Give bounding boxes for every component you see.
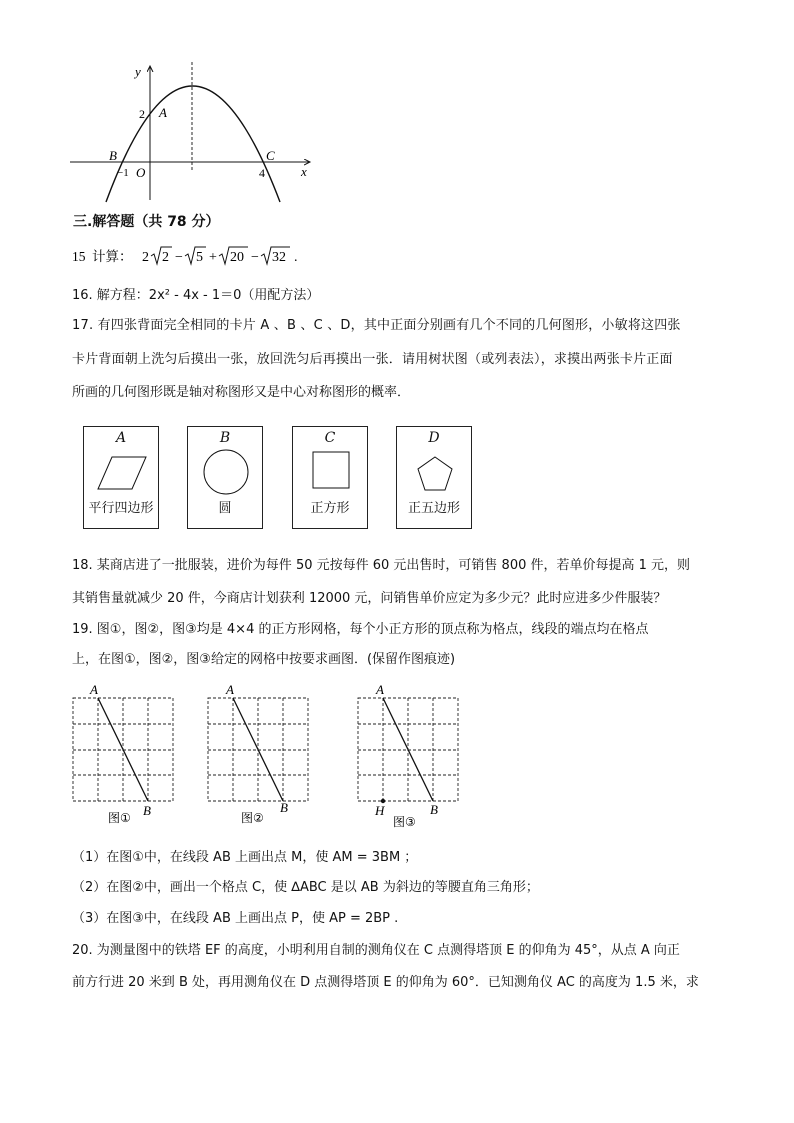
question-17-line-1: 17. 有四张背面完全相同的卡片 A 、B 、C 、D，其中正面分别画有几个不同的几何图形，小敏将这四张 (72, 318, 681, 333)
question-20-line-1: 20. 为测量图中的铁塔 EF 的高度，小明利用自制的测角仪在 C 点测得塔顶 E 的仰角为 45°，从点 A 向正 (72, 943, 680, 958)
q15-radicand-2: 5 (196, 250, 203, 265)
card-b (187, 426, 263, 529)
grid-figure-2 (199, 682, 319, 830)
point-label-a: A (159, 105, 167, 120)
card-label: 正方形 (310, 501, 350, 516)
parallelogram-icon (96, 453, 148, 493)
question-19-sub-2: （2）在图②中，画出一个格点 C，使 ∆ABC 是以 AB 为斜边的等腰直角三角形； (72, 880, 539, 895)
circle-icon (201, 447, 251, 497)
tick-label-neg1: −1 (117, 167, 129, 179)
parabola-curve (106, 86, 280, 202)
parabola-graph (66, 60, 326, 205)
square-icon (311, 450, 351, 490)
question-19-line-1: 19. 图①，图②，图③均是 4×4 的正方形网格，每个小正方形的顶点称为格点，线段的端点均在格点 (72, 622, 649, 637)
figure-caption: 图② (241, 811, 264, 825)
question-18-line-1: 18. 某商店进了一批服装，进价为每件 50 元按每件 60 元出售时，可销售 800 件，若单价每提高 1 元，则 (72, 558, 691, 573)
point-label-c: C (266, 148, 275, 163)
q15-end: . (294, 250, 298, 265)
grid-figure-1 (64, 682, 184, 830)
point-label-b: B (143, 803, 151, 818)
q15-op-2: + (209, 250, 217, 265)
figure-caption: 图① (108, 811, 131, 825)
point-label-b: B (430, 802, 438, 817)
pentagon-icon (415, 454, 455, 494)
card-letter: A (115, 430, 127, 446)
point-label-a: A (226, 682, 234, 697)
point-label-h: H (375, 803, 385, 818)
tick-label-2: 2 (139, 107, 145, 121)
question-17-line-2: 卡片背面朝上洗匀后摸出一张，放回洗匀后再摸出一张．请用树状图（或列表法），求摸出两张卡片正面 (72, 352, 673, 367)
q15-prefix: 计算： (92, 249, 133, 265)
q15-op-3: − (251, 250, 259, 265)
question-19-line-2: 上，在图①，图②，图③给定的网格中按要求画图．(保留作图痕迹) (72, 652, 456, 667)
question-18-line-2: 其销售量就减少 20 件，今商店计划获利 12000 元，问销售单价应定为多少元？此时应进多少件服装？ (72, 591, 667, 606)
question-16: 16. 解方程：2x² - 4x - 1＝0（用配方法） (72, 288, 320, 303)
card-d (396, 426, 472, 529)
q15-coefficient: 2 (142, 250, 149, 265)
y-axis-label: y (135, 64, 141, 79)
card-letter: C (324, 430, 336, 446)
card-a (83, 426, 159, 529)
point-label-b: B (109, 148, 117, 163)
point-label-a: A (376, 682, 384, 697)
card-letter: B (219, 430, 231, 446)
q15-number: 15 (72, 249, 86, 264)
grid-figure-3 (349, 682, 469, 830)
question-17-line-3: 所画的几何图形既是轴对称图形又是中心对称图形的概率． (72, 385, 411, 400)
origin-label: O (136, 165, 146, 180)
q15-radicand-1: 2 (162, 250, 169, 265)
figure-caption: 图③ (393, 815, 416, 829)
card-letter: D (428, 430, 440, 446)
q15-op-1: − (175, 250, 183, 265)
q15-radicand-3: 20 (230, 250, 244, 265)
point-label-b: B (280, 800, 288, 815)
card-label: 正五边形 (407, 501, 460, 516)
card-label: 平行四边形 (88, 501, 154, 516)
question-19-sub-1: （1）在图①中，在线段 AB 上画出点 M，使 AM = 3BM ； (72, 850, 418, 865)
question-15 (72, 244, 332, 270)
q15-radicand-4: 32 (272, 250, 286, 265)
point-label-a: A (90, 682, 98, 697)
section-title: 三.解答题（共 78 分） (73, 214, 220, 230)
x-axis-label: x (301, 164, 307, 179)
tick-label-4: 4 (259, 166, 265, 180)
card-label: 圆 (218, 501, 232, 516)
question-19-sub-3: （3）在图③中，在线段 AB 上画出点 P，使 AP = 2BP . (72, 911, 399, 926)
question-20-line-2: 前方行进 20 米到 B 处，再用测角仪在 D 点测得塔顶 E 的仰角为 60°．已知测角仪 AC 的高度为 1.5 米，求 (72, 975, 699, 990)
card-c (292, 426, 368, 529)
